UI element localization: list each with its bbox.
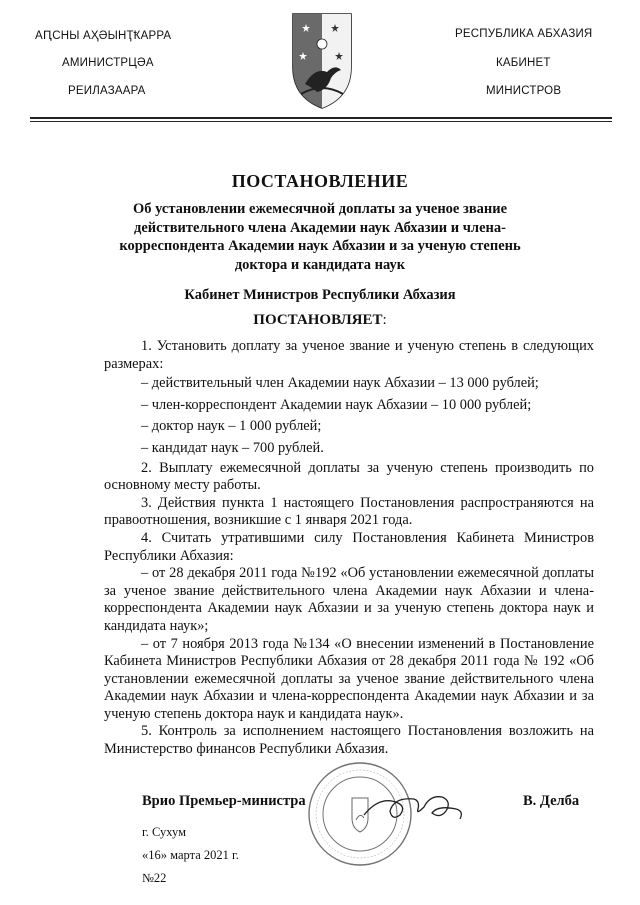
document-body <box>104 338 594 759</box>
paragraph-3: 3. Действия пункта 1 настоящего Постановления распространяются на правоотношения, возникшие с 1 января 2021 года. <box>104 494 594 529</box>
paragraph-1: 1. Установить доплату за ученое звание и ученую степень в следующих размерах: <box>104 338 594 372</box>
paragraph-4-item-1: – от 28 декабря 2011 года №192 «Об установлении ежемесячной доплаты за ученое звание действительного члена Академии наук Абхазии и члена-корреспондента Академии наук Абхазии и за ученую степень доктора наук и кандидата наук»; <box>104 565 594 634</box>
place: г. Сухум <box>142 825 187 839</box>
paragraph-5: 5. Контроль за исполнением настоящего Постановления возложить на Министерство финансов Республики Абхазия. <box>104 723 594 758</box>
list-item: – действительный член Академии наук Абхазии – 13 000 рублей; <box>141 375 539 392</box>
decree-colon: : <box>382 312 387 328</box>
header-left-line-3: РЕИЛАЗААРА <box>68 85 146 97</box>
list-item: – доктор наук – 1 000 рублей; <box>141 418 322 435</box>
header-left-line-2: АМИНИСТРЦӘА <box>62 57 154 69</box>
decree-heading <box>0 312 640 329</box>
header-right-line-2: КАБИНЕТ <box>496 57 551 69</box>
header-rule-thick <box>30 117 612 119</box>
header-left-line-1: АԤСНЫ АҲӘЫНҬҞАРРА <box>35 30 172 42</box>
document-number: №22 <box>142 871 167 885</box>
handwritten-signature-icon <box>360 775 470 835</box>
decree-word: ПОСТАНОВЛЯЕТ <box>253 312 383 328</box>
header-right-line-1: РЕСПУБЛИКА АБХАЗИЯ <box>455 28 593 40</box>
list-item: – кандидат наук – 700 рублей. <box>141 439 324 456</box>
list-item: – член-корреспондент Академии наук Абхазии – 10 000 рублей; <box>141 396 532 413</box>
paragraph-2: 2. Выплату ежемесячной доплаты за ученую степень производить по основному месту работы. <box>104 459 594 494</box>
paragraph-4-item-2: – от 7 ноября 2013 года №134 «О внесении изменений в Постановление Кабинета Министров Республики Абхазия от 28 декабря 2011 года № 192 «Об установлении ежемесячной доплаты за ученое звание действительного члена Академии наук Абхазии и члена-корреспондента Академии наук Абхазии и за ученую степень доктора наук и кандидата наук». <box>104 635 594 722</box>
document-title: ПОСТАНОВЛЕНИЕ <box>231 171 409 191</box>
paragraph-4: 4. Считать утратившими силу Постановления Кабинета Министров Республики Абхазия: <box>104 529 594 564</box>
issuer: Кабинет Министров Республики Абхазия <box>184 287 456 303</box>
signatory-position: Врио Премьер-министра <box>142 793 306 809</box>
document-subject: Об установлении ежемесячной доплаты за ученое звание действительного члена Академии наук Абхазии и члена-корреспондента Академии наук Абхазии и за ученую степень доктора и кандидата наук <box>119 201 521 273</box>
coat-of-arms-icon <box>291 12 353 110</box>
signatory-name: В. Делба <box>523 793 580 809</box>
date: «16» марта 2021 г. <box>142 848 239 862</box>
header-right-line-3: МИНИСТРОВ <box>486 85 562 97</box>
header-rule-thin <box>30 121 612 122</box>
